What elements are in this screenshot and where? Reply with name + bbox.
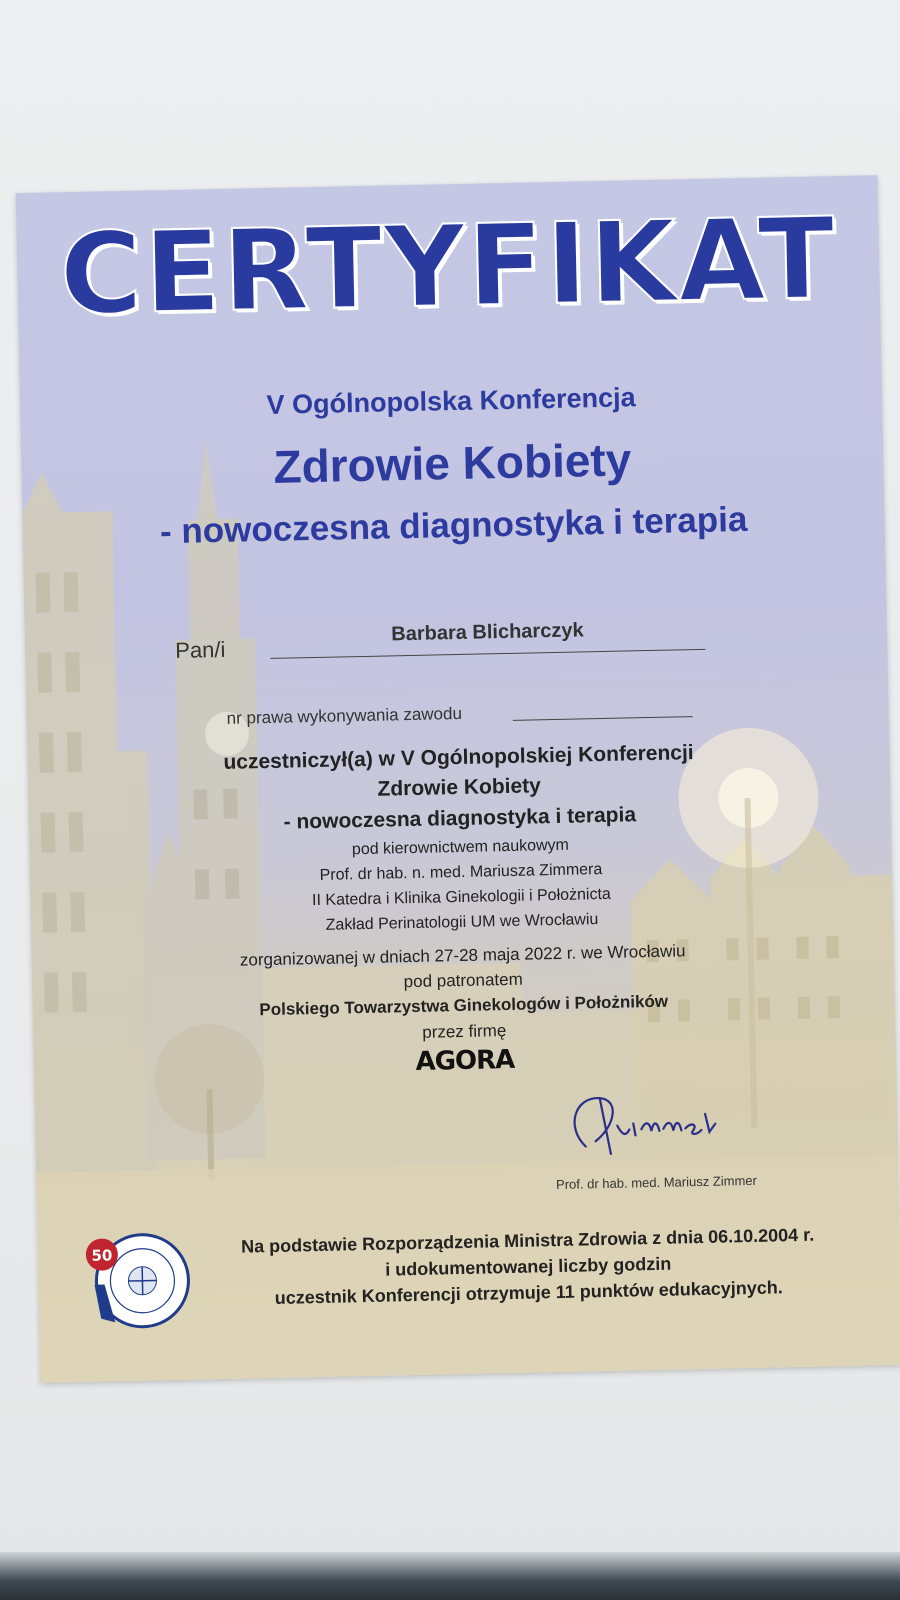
pan-label: Pan/i: [174, 636, 226, 663]
body-line: Zdrowie Kobiety: [377, 774, 542, 801]
npwz-label: nr prawa wykonywania zawodu: [226, 703, 463, 728]
signature-image: [554, 1083, 756, 1167]
body-line: pod patronatem: [403, 969, 523, 992]
conference-name: Zdrowie Kobiety: [272, 433, 632, 493]
certificate-title: CERTYFIKAT: [58, 193, 838, 341]
body-line: przez firmę: [422, 1021, 507, 1042]
body-line: zorganizowanej w dniach 27-28 maja 2022 r. we Wrocławiu: [239, 941, 686, 970]
body-line: pod kierownictwem naukowym: [351, 836, 570, 859]
body-line: uczestniczył(a) w V Ogólnopolskiej Konferencji: [223, 741, 694, 774]
body-line: Polskiego Towarzystwa Ginekologów i Położników: [259, 991, 669, 1020]
name-underline: [270, 649, 705, 659]
body-line: II Katedra i Klinika Ginekologii i Położnicta: [311, 885, 612, 910]
body-line: Prof. dr hab. n. med. Mariusza Zimmera: [319, 861, 603, 884]
body-line: Zakład Perinatologii UM we Wrocławiu: [325, 911, 599, 934]
conference-edition: V Ogólnopolska Konferencja: [266, 382, 636, 420]
conference-tagline: - nowoczesna diagnostyka i terapia: [159, 499, 748, 552]
participant-name: Barbara Blicharczyk: [391, 619, 584, 646]
certificate-sheet: [16, 175, 900, 1383]
agora-logo: AGORA: [415, 1044, 515, 1077]
footer-line: Na podstawie Rozporządzenia Ministra Zdrowia z dnia 06.10.2004 r.: [240, 1224, 815, 1257]
ptgip-seal-icon: [79, 1225, 191, 1337]
footer-line: i udokumentowanej liczby godzin: [385, 1253, 672, 1280]
table-edge: [0, 1552, 900, 1600]
npwz-underline: [513, 716, 693, 721]
body-line: - nowoczesna diagnostyka i terapia: [283, 803, 637, 834]
signatory-name: Prof. dr hab. med. Mariusz Zimmer: [555, 1172, 758, 1193]
certificate-content: [16, 175, 900, 1383]
svg-text:50: 50: [91, 1246, 113, 1265]
footer-line: uczestnik Konferencji otrzymuje 11 punktów edukacyjnych.: [274, 1277, 783, 1308]
